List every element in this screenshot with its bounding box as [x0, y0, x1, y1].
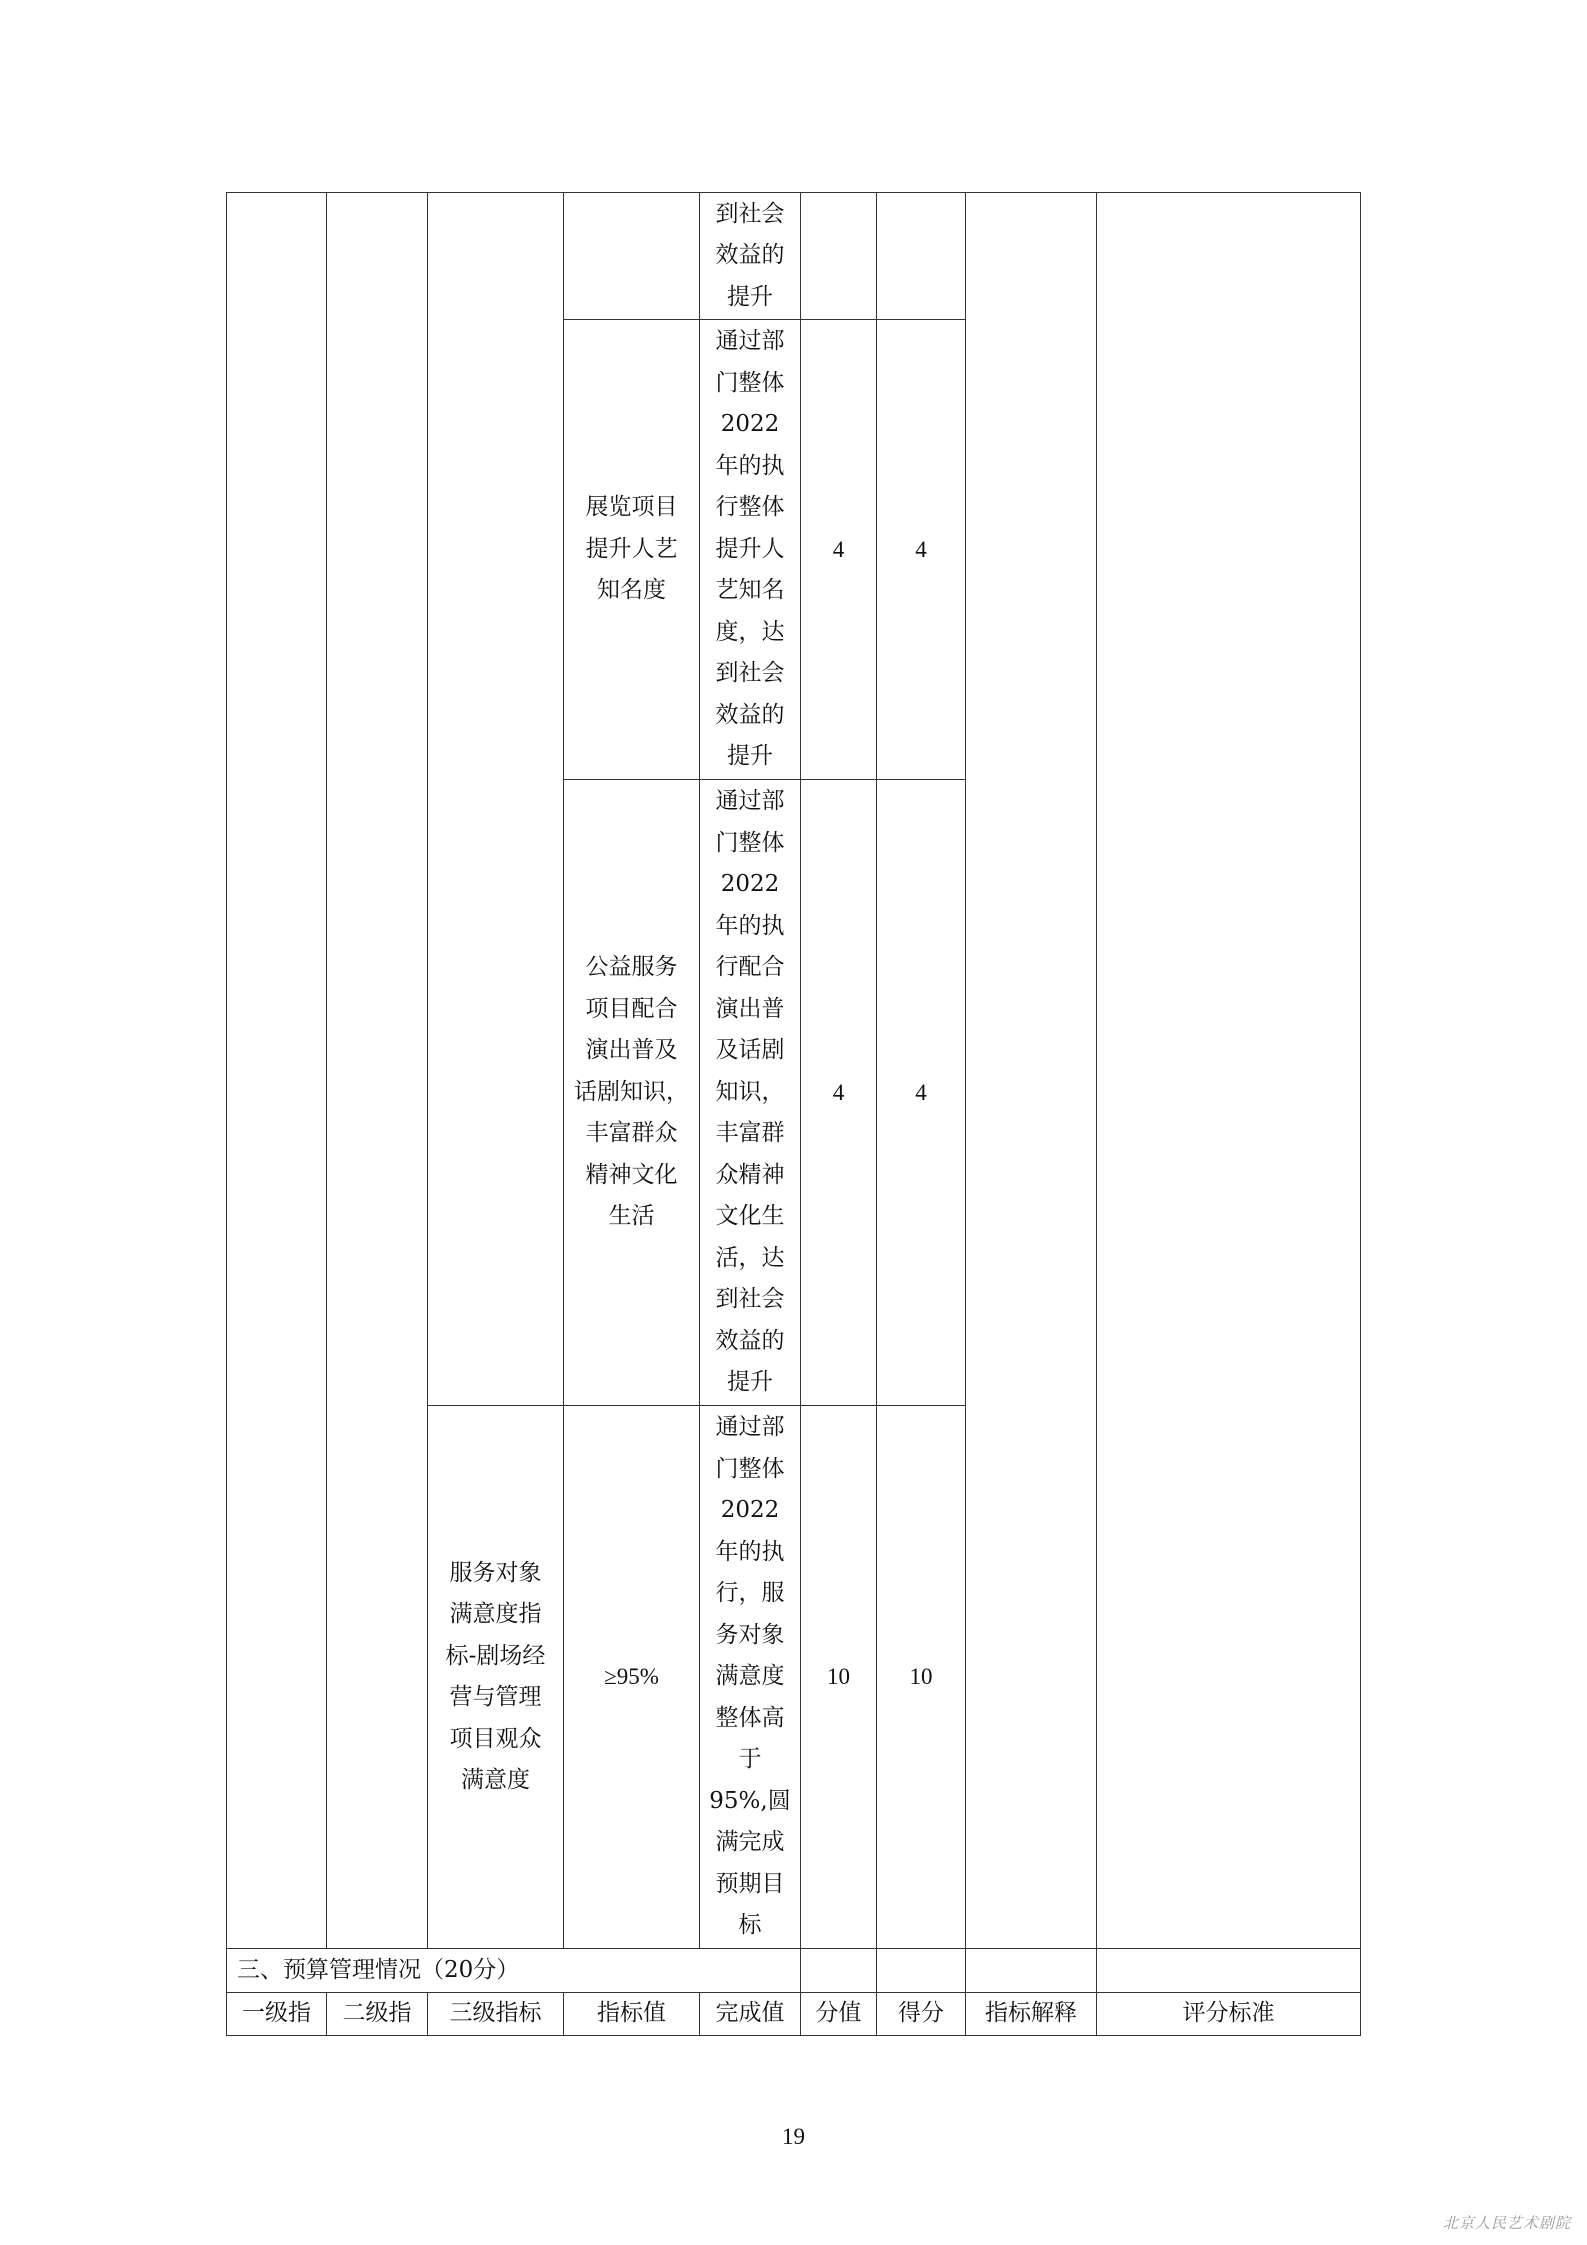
indicator-cell: [564, 320, 700, 780]
target-cell: ≥95%: [564, 1406, 700, 1949]
indicator-cell: [564, 780, 700, 1406]
empty-cell: [877, 1949, 966, 1993]
header-cell: 指标值: [564, 1993, 700, 2036]
header-cell: 指标解释: [966, 1993, 1097, 2036]
empty-cell: [1097, 1949, 1361, 1993]
level1-cell: [227, 193, 327, 1949]
level2-cell: [327, 193, 428, 1949]
score-got-cell: 4: [877, 320, 966, 780]
empty-cell: [966, 1949, 1097, 1993]
performance-table: [226, 192, 1361, 2036]
indicator-cell: [564, 193, 700, 320]
criteria-cell: [1097, 193, 1361, 1949]
level3-cell: [428, 1406, 564, 1949]
score-value-cell: 4: [801, 320, 877, 780]
header-cell: 得分: [877, 1993, 966, 2036]
score-got-cell: [877, 193, 966, 320]
watermark-logo: 北京人民艺术剧院: [1442, 2214, 1571, 2232]
score-value-cell: 4: [801, 780, 877, 1406]
completion-text: 通过部 门整体 2022 年的执 行整体 提升人 艺知名 度，达 到社会 效益的 提升: [715, 328, 785, 770]
indicator-text: 公益服务 项目配合 演出普及 话剧知识， 丰富群众 精神文化 生活: [574, 954, 689, 1230]
completion-cell: [700, 780, 801, 1406]
score-value-cell: [801, 193, 877, 320]
completion-cell: [700, 1406, 801, 1949]
completion-text: 到社会 效益的 提升: [715, 200, 785, 310]
header-cell: 评分标准: [1097, 1993, 1361, 2036]
score-got-cell: 4: [877, 780, 966, 1406]
completion-cell: [700, 193, 801, 320]
page-number: 19: [782, 2124, 805, 2149]
explanation-cell: [966, 193, 1097, 1949]
completion-cell: [700, 320, 801, 780]
empty-cell: [801, 1949, 877, 1993]
table-row: [227, 193, 1361, 320]
header-cell: 二级指: [327, 1993, 428, 2036]
score-got-cell: 10: [877, 1406, 966, 1949]
header-cell: 三级指标: [428, 1993, 564, 2036]
indicator-text: 展览项目 提升人艺 知名度: [585, 494, 678, 604]
header-cell: 完成值: [700, 1993, 801, 2036]
level3-cell: [428, 193, 564, 1406]
score-value-cell: 10: [801, 1406, 877, 1949]
section-row: [227, 1949, 1361, 1993]
level3-text: 服务对象 满意度指 标-剧场经 营与管理 项目观众 满意度: [445, 1559, 546, 1793]
completion-text: 通过部 门整体 2022 年的执 行配合 演出普 及话剧 知识， 丰富群 众精神 文化生 活，达 到社会 效益的 提升: [715, 788, 785, 1396]
completion-text: 通过部 门整体 2022 年的执 行，服 务对象 满意度 整体高 于 95%,圆 满完成 预期目 标: [709, 1414, 791, 1939]
section-title: 三、预算管理情况（20分）: [227, 1949, 801, 1993]
header-row: [227, 1993, 1361, 2036]
header-cell: 一级指: [227, 1993, 327, 2036]
header-cell: 分值: [801, 1993, 877, 2036]
